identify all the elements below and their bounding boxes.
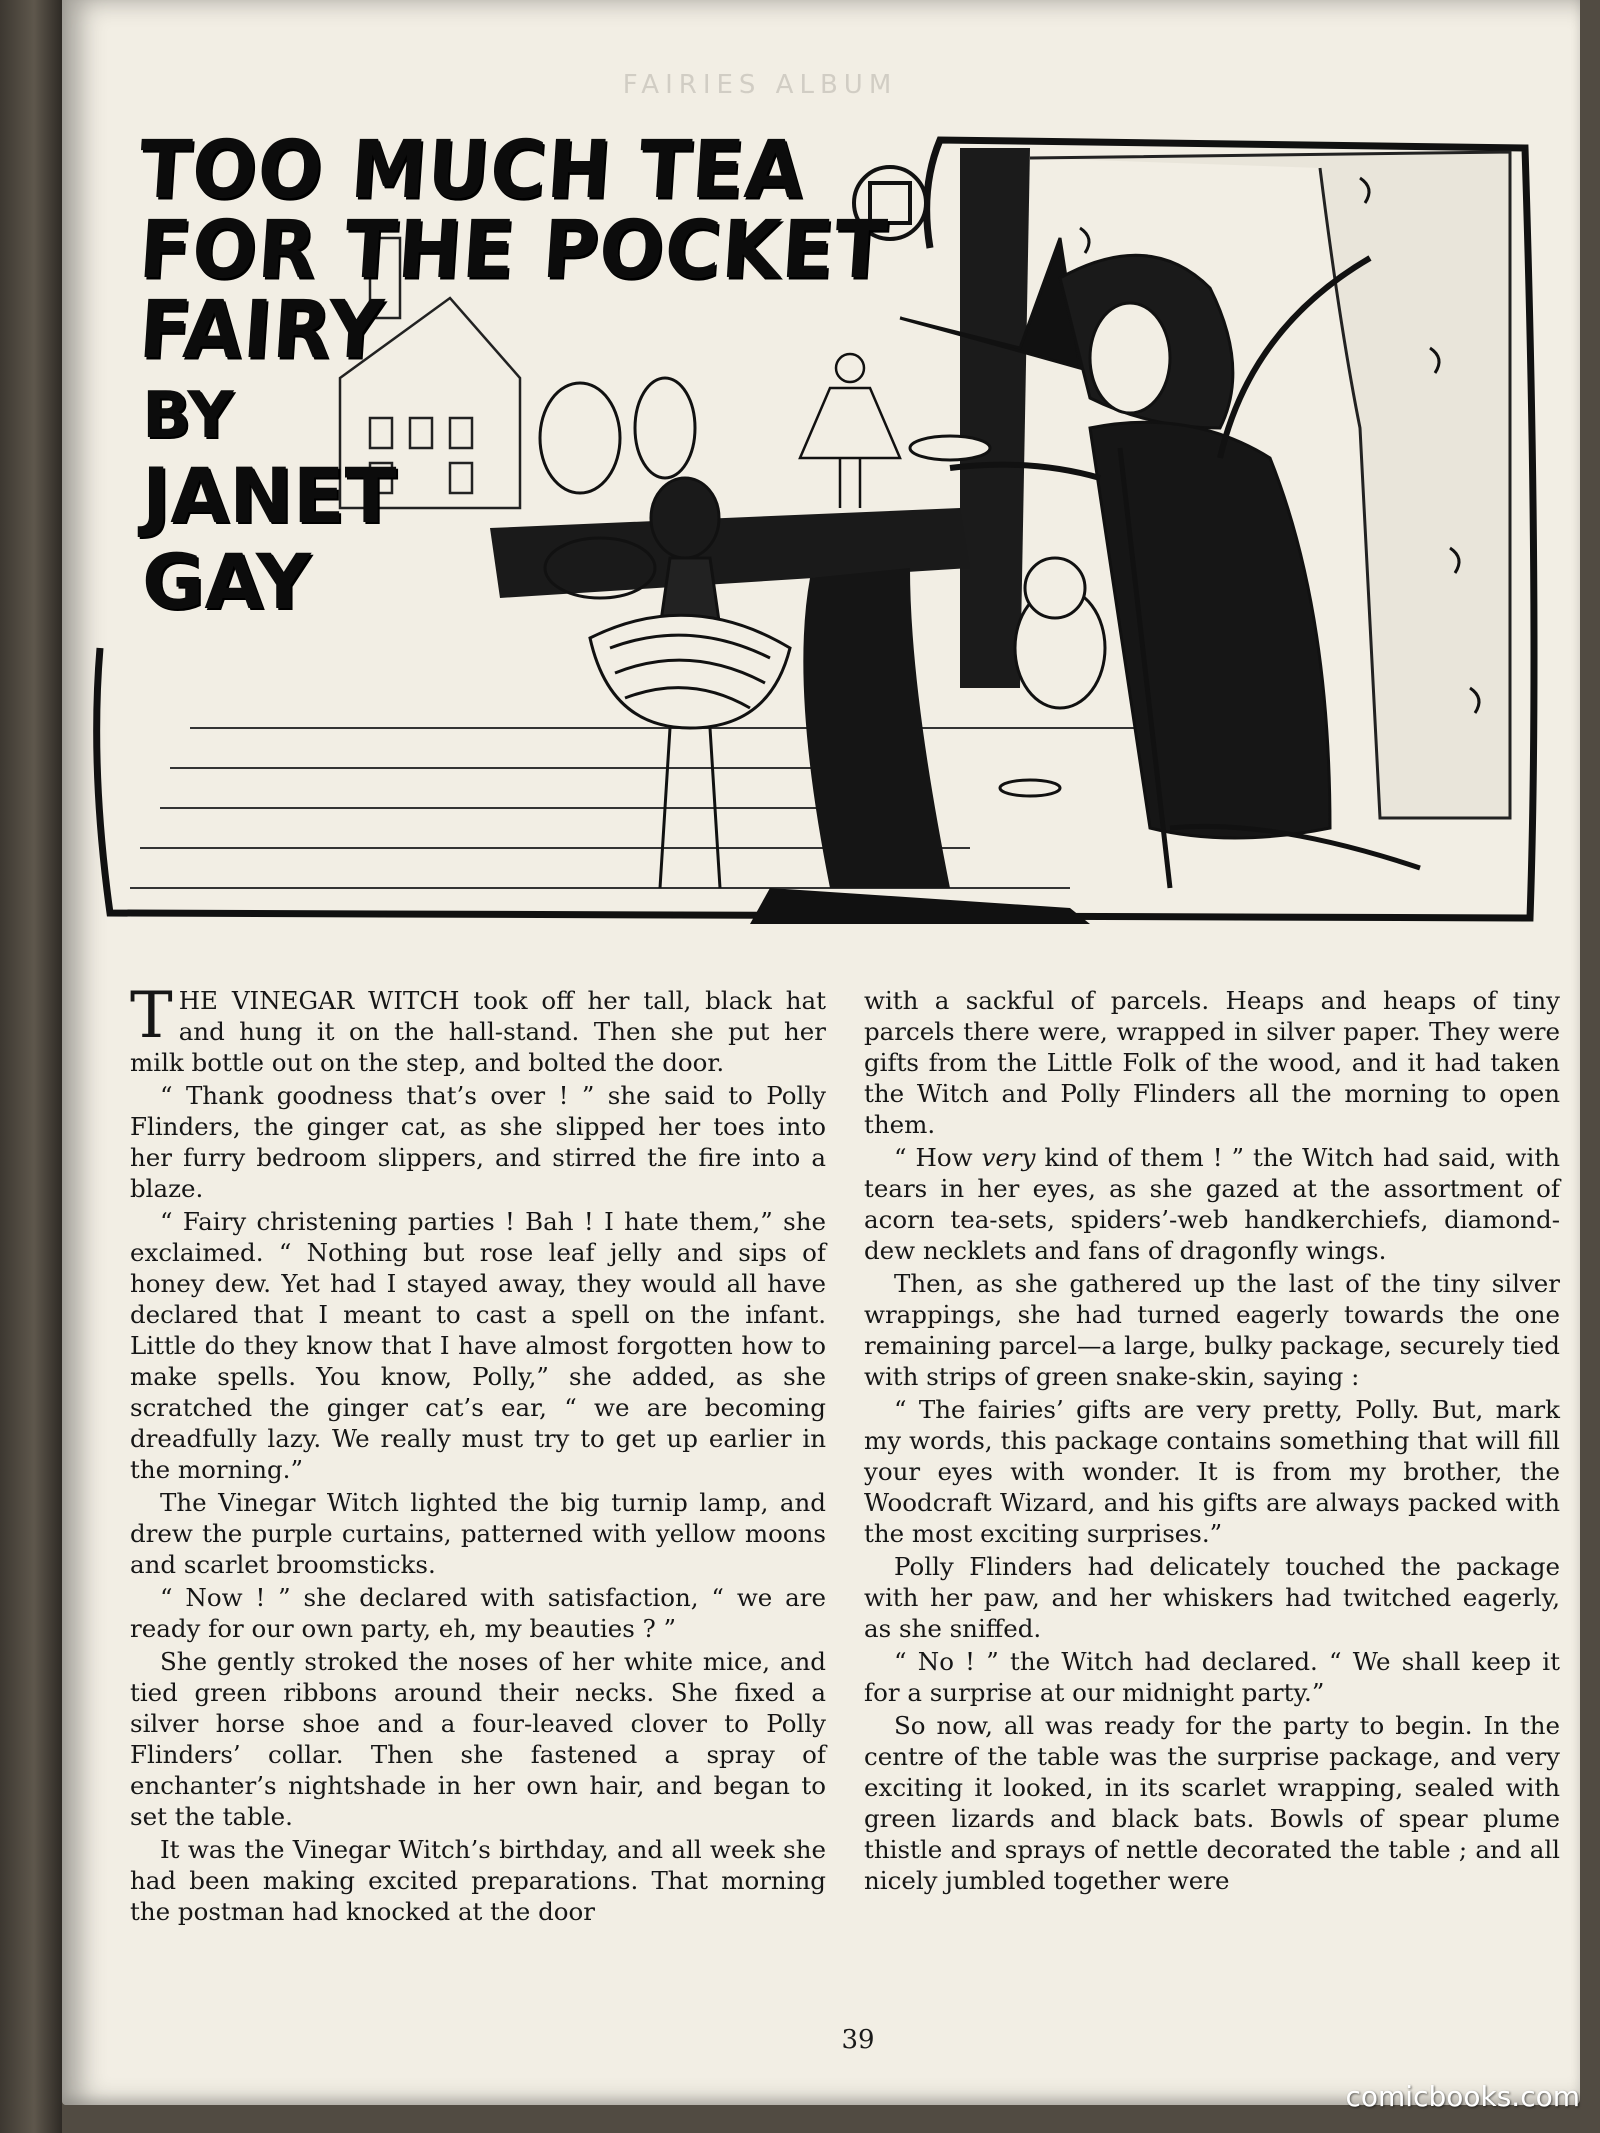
paragraph: with a sackful of parcels. Heaps and heaps of tiny parcels there were, wrapped in silver paper. They were gifts from the Little Folk of the wood, and it had taken the Witch and Polly Flinders all the morning to open them. — [864, 986, 1560, 1139]
text-column-left — [130, 979, 826, 2025]
byline-by: BY — [142, 379, 234, 453]
title-line-3: FAIRY — [136, 282, 388, 377]
paragraph: “ Thank goodness that’s over ! ” she said to Polly Flinders, the ginger cat, as she slipped her toes into her furry bedroom slippers, and stirred the fire into a blaze. — [130, 1081, 826, 1203]
paragraph: Then, as she gathered up the last of the tiny silver wrappings, she had turned eagerly towards the one remaining parcel—a large, bulky package, securely tied with strips of green snake-skin, saying : — [864, 1269, 1560, 1391]
story-title — [136, 122, 922, 626]
title-line-2: FOR THE POCKET — [136, 202, 891, 297]
author-last-name: GAY — [142, 537, 311, 626]
story-text — [130, 979, 1560, 2025]
show-through-header: FAIRIES ALBUM — [622, 70, 898, 100]
paragraph: She gently stroked the noses of her white mice, and tied green ribbons around their necks. She fixed a silver horse shoe and a four-leaved clover to Polly Flinders’ collar. Then she fastened a spray of enchanter’s nightshade in her own hair, and began to set the table. — [130, 1647, 826, 1831]
paragraph — [864, 1142, 1560, 1266]
drop-cap: T — [130, 979, 173, 1053]
paragraph: So now, all was ready for the party to begin. In the centre of the table was the surprise package, and very exciting it looked, in its scarlet wrapping, sealed with green lizards and black bats. Bowls of spear plume thistle and sprays of nettle decorated the table ; and all nicely jumbled together were — [864, 1711, 1560, 1895]
paragraph: “ The fairies’ gifts are very pretty, Polly. But, mark my words, this package contains something that will fill your eyes with wonder. It is from my brother, the Woodcraft Wizard, and his gifts are always packed with the most exciting surprises.” — [864, 1395, 1560, 1548]
paragraph-text: “ How — [894, 1143, 982, 1172]
emphasis-text: very — [981, 1143, 1036, 1172]
small-caps-lead: HE VINEGAR WITCH — [178, 986, 460, 1015]
title-line-1: TOO MUCH TEA — [136, 122, 808, 217]
author-first-name: JANET — [142, 451, 397, 540]
paragraph: Polly Flinders had delicately touched the package with her paw, and her whiskers had twitched eagerly, as she sniffed. — [864, 1552, 1560, 1643]
paragraph: The Vinegar Witch lighted the big turnip lamp, and drew the purple curtains, patterned with yellow moons and scarlet broomsticks. — [130, 1488, 826, 1579]
book-spine — [0, 0, 62, 2133]
paragraph — [130, 979, 826, 1078]
paragraph: “ No ! ” the Witch had declared. “ We shall keep it for a surprise at our midnight party.” — [864, 1647, 1560, 1707]
paragraph: It was the Vinegar Witch’s birthday, and all week she had been making excited preparations. That morning the postman had knocked at the door — [130, 1835, 826, 1926]
text-column-right — [864, 985, 1560, 2025]
paragraph-text: took off her tall, black hat and hung it on the hall-stand. Then she put her milk bottle out on the step, and bolted the door. — [130, 986, 826, 1077]
page-number: 39 — [841, 2025, 875, 2055]
site-watermark: comicbooks.com — [1345, 2080, 1580, 2113]
paragraph-text: kind of them ! ” the Witch had said, with tears in her eyes, as she gazed at the assortment of acorn tea-sets, spiders’-web handkerchiefs, diamond-dew necklets and fans of dragonfly wings. — [864, 1143, 1560, 1265]
paragraph: “ Now ! ” she declared with satisfaction, “ we are ready for our own party, eh, my beauties ? ” — [130, 1583, 826, 1643]
paragraph: “ Fairy christening parties ! Bah ! I hate them,” she exclaimed. “ Nothing but rose leaf jelly and sips of honey dew. Yet had I stayed away, they would all have declared that I meant to cast a spell on the infant. Little do they know that I have almost forgotten how to make spells. You know, Polly,” she added, as she scratched the ginger cat’s ear, “ we are becoming dreadfully lazy. We really must try to get up earlier in the morning.” — [130, 1207, 826, 1484]
